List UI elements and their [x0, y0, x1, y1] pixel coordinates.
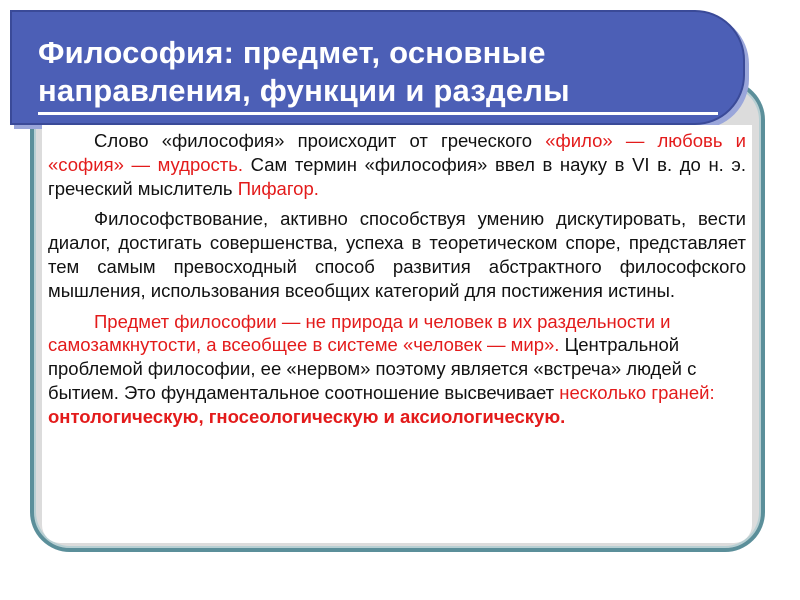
slide-title — [38, 34, 728, 110]
text-panel — [42, 125, 752, 543]
paragraph-1 — [48, 129, 746, 200]
paragraph-1-text-2: Сам термин «философия» ввел в науку в VI в. до н. э. греческий мыслитель — [48, 153, 746, 199]
paragraph-3-facets-label: несколько граней: — [559, 381, 715, 403]
paragraph-3-subject: Предмет философии — не природа и человек в их раздельности и самозамкнутости, а всеобщее в системе «человек — мир». — [48, 310, 671, 356]
title-banner — [10, 10, 745, 125]
title-underline — [38, 112, 718, 115]
paragraph-1-pythagoras: Пифагор. — [237, 177, 319, 199]
paragraph-3-facets: онтологическую, гносеологическую и аксиологическую. — [48, 405, 566, 427]
title-line-2: направления, функции и разделы — [38, 73, 570, 108]
paragraph-3 — [48, 310, 746, 429]
paragraph-1-text-1: Слово «философия» происходит от греческого — [94, 130, 546, 151]
paragraph-2 — [48, 207, 746, 302]
title-line-1: Философия: предмет, основные — [38, 35, 546, 70]
paragraph-2-text: Философствование, активно способствуя умению дискутировать, вести диалог, достигать совершенства, успеха в теоретическом споре, представляет тем самым превосходный способ развития абстрактного философского мышления, использования всеобщих категорий для постижения истины. — [48, 208, 746, 301]
paragraph-3-text: Центральной проблемой философии, ее «нервом» поэтому является «встреча» людей с бытием. Это фундаментальное соотношение высвечивает — [48, 334, 697, 403]
paragraph-1-etymology: «фило» — любовь и «софия» — мудрость. — [48, 130, 746, 175]
